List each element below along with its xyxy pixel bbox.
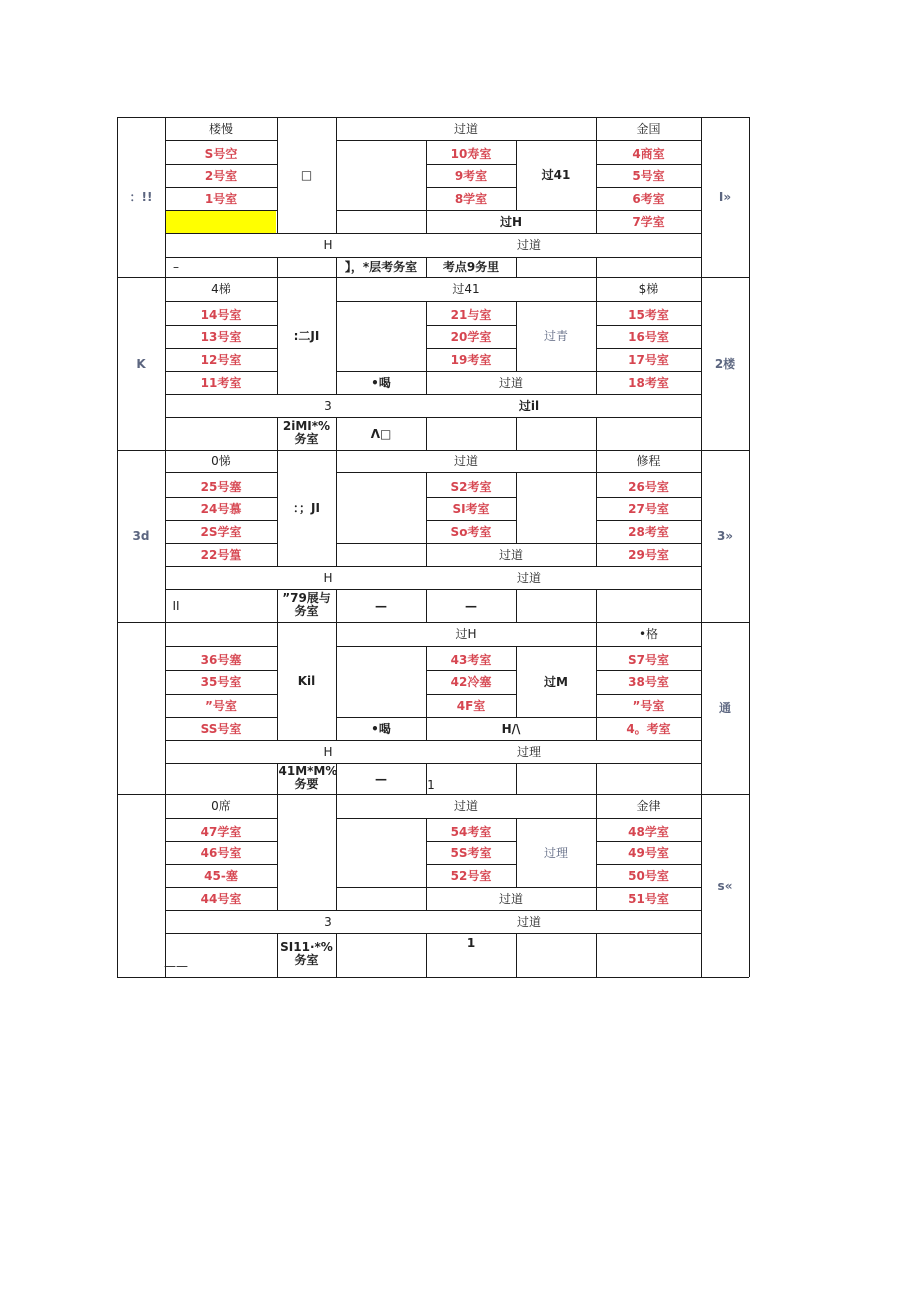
room-cell: S2考室 xyxy=(450,479,492,494)
floor-right-label: 3» xyxy=(716,529,734,543)
grid-line xyxy=(426,164,516,165)
room-cell: 13号室 xyxy=(200,329,242,344)
grid-line xyxy=(165,566,701,567)
room-cell: 28考室 xyxy=(628,524,669,539)
grid-line xyxy=(165,646,277,647)
grid-line xyxy=(117,117,749,118)
room-cell: 48学室 xyxy=(628,824,669,839)
grid-line xyxy=(277,257,278,277)
grid-line xyxy=(336,818,701,819)
room-cell: 22号篁 xyxy=(200,547,242,562)
grid-line xyxy=(165,394,701,395)
grid-line xyxy=(596,589,597,622)
grid-line xyxy=(165,589,701,590)
room-cell: S7号室 xyxy=(628,653,669,667)
grid-line xyxy=(701,277,702,450)
hall-left-label: 3 xyxy=(324,398,332,413)
bottom-cell: 1 xyxy=(427,777,435,792)
room-cell: 46号室 xyxy=(200,845,242,860)
grid-line xyxy=(165,864,277,865)
grid-line xyxy=(596,694,701,695)
center-corridor: 过青 xyxy=(543,329,568,343)
grid-line xyxy=(426,694,516,695)
header-right: •格 xyxy=(638,627,659,641)
grid-line xyxy=(165,520,277,521)
grid-line xyxy=(596,520,701,521)
small-mark: •喝 xyxy=(371,721,391,736)
room-cell: 44号室 xyxy=(200,891,242,906)
office-cell: SI11·*%务室 xyxy=(280,940,333,967)
grid-line xyxy=(165,670,277,671)
grid-line xyxy=(596,187,701,188)
floor-right-label: 2楼 xyxy=(714,356,736,371)
grid-line xyxy=(165,140,277,141)
room-cell: 43考室 xyxy=(450,653,492,667)
grid-line xyxy=(596,325,701,326)
grid-line xyxy=(165,371,277,372)
hall-right-label: 过il xyxy=(518,398,540,413)
grid-line xyxy=(516,417,517,450)
room-cell: 11考室 xyxy=(200,375,242,390)
room-cell: 24号慕 xyxy=(200,501,242,516)
hall-left-label: H xyxy=(323,744,333,759)
bottom-cell: – xyxy=(173,260,179,274)
grid-line xyxy=(336,450,337,566)
grid-line xyxy=(336,646,701,647)
room-cell: 20学室 xyxy=(450,329,492,344)
grid-line xyxy=(165,543,277,544)
grid-line xyxy=(596,277,597,394)
grid-line xyxy=(596,717,701,718)
header-right: 金律 xyxy=(636,799,661,813)
hall-right-label: 过道 xyxy=(516,238,541,252)
room-cell: 8学室 xyxy=(454,191,488,206)
grid-line xyxy=(516,933,517,977)
header-stair: 4梯 xyxy=(211,282,231,296)
room-cell: 1号室 xyxy=(204,191,238,206)
grid-line xyxy=(596,763,597,794)
stair-mark: Kil xyxy=(297,674,316,688)
grid-line xyxy=(117,622,749,623)
grid-line xyxy=(336,140,701,141)
header-corridor: 过道 xyxy=(453,121,478,136)
room-cell: 12号室 xyxy=(200,352,242,367)
grid-line xyxy=(165,277,166,450)
grid-line xyxy=(336,277,337,394)
grid-line xyxy=(336,887,596,888)
grid-line xyxy=(165,622,166,794)
lower-corridor: 过道 xyxy=(498,375,523,390)
room-cell: 19考室 xyxy=(450,352,492,367)
bottom-cell: 1 xyxy=(466,936,476,950)
grid-line xyxy=(426,325,516,326)
grid-line xyxy=(336,371,596,372)
center-corridor: 过M xyxy=(544,674,568,689)
floor-right-label: s« xyxy=(717,878,733,893)
grid-line xyxy=(165,497,277,498)
grid-line xyxy=(165,841,277,842)
bottom-cell: — xyxy=(375,598,387,613)
grid-line xyxy=(749,117,750,977)
grid-line xyxy=(596,210,701,211)
bottom-cell: — xyxy=(375,771,387,786)
lower-corridor: 过道 xyxy=(498,547,523,562)
hall-right-label: 过道 xyxy=(516,570,541,585)
room-cell: 29号室 xyxy=(628,547,669,562)
room-cell: So考室 xyxy=(450,524,492,539)
room-cell: 4F室 xyxy=(456,698,486,713)
grid-line xyxy=(596,164,701,165)
hall-left-label: H xyxy=(323,238,333,252)
grid-line xyxy=(596,117,597,233)
room-cell: 5号室 xyxy=(632,168,665,183)
header-right: 修程 xyxy=(636,454,661,468)
grid-line xyxy=(596,417,597,450)
bottom-cell: II xyxy=(172,598,180,613)
floor-left-label: ：!! xyxy=(129,190,153,204)
room-cell: 7学室 xyxy=(632,214,665,229)
room-cell: 17号室 xyxy=(628,352,669,367)
grid-line xyxy=(336,933,337,977)
grid-line xyxy=(596,933,597,977)
grid-line xyxy=(336,301,701,302)
room-cell: 51号室 xyxy=(628,891,669,906)
grid-line xyxy=(165,794,166,977)
room-cell: 45-塞 xyxy=(204,868,238,883)
stair-mark: □ xyxy=(300,168,313,182)
header-right: $梯 xyxy=(638,282,659,296)
room-cell: 42冷塞 xyxy=(450,675,492,689)
grid-line xyxy=(426,864,516,865)
grid-line xyxy=(596,348,701,349)
room-cell: SS号室 xyxy=(200,721,242,736)
room-cell: 14号室 xyxy=(200,308,242,322)
grid-line xyxy=(596,497,701,498)
grid-line xyxy=(336,717,596,718)
room-cell: 16号室 xyxy=(628,329,669,344)
room-cell: 10寿室 xyxy=(450,147,492,161)
grid-line xyxy=(596,622,597,740)
grid-line xyxy=(165,164,277,165)
hall-right-label: 过理 xyxy=(516,744,541,759)
grid-line xyxy=(516,257,517,277)
grid-line xyxy=(596,371,701,372)
grid-line xyxy=(701,794,702,977)
room-cell: 35号室 xyxy=(200,675,242,689)
grid-line xyxy=(165,117,166,277)
grid-line xyxy=(277,794,278,910)
grid-line xyxy=(596,543,701,544)
grid-line xyxy=(596,450,597,566)
grid-line xyxy=(165,763,701,764)
room-cell: 4商室 xyxy=(632,147,665,161)
grid-line xyxy=(516,763,517,794)
grid-line xyxy=(165,472,277,473)
room-cell: 21与室 xyxy=(450,308,492,322)
bottom-cell: 】，*层考务室 xyxy=(344,260,418,274)
grid-line xyxy=(117,977,749,978)
grid-line xyxy=(336,210,596,211)
header-corridor: 过41 xyxy=(452,282,480,296)
room-cell: 2S学室 xyxy=(200,524,242,539)
grid-line xyxy=(426,670,516,671)
small-mark: •喝 xyxy=(371,375,391,390)
bottom-cell: —— xyxy=(164,959,188,973)
room-cell: 27号室 xyxy=(628,501,669,516)
grid-line xyxy=(165,301,277,302)
grid-line xyxy=(165,417,701,418)
grid-line xyxy=(165,818,277,819)
grid-line xyxy=(165,717,277,718)
room-cell: SI考室 xyxy=(452,501,490,516)
grid-line xyxy=(596,670,701,671)
grid-line xyxy=(165,348,277,349)
grid-line xyxy=(426,348,516,349)
hall-left-label: H xyxy=(323,570,333,585)
room-cell: 36号塞 xyxy=(200,653,242,667)
header-stair: 0席 xyxy=(211,799,231,813)
header-corridor: 过H xyxy=(455,627,477,641)
floor-right-label: 通 xyxy=(718,701,731,715)
grid-line xyxy=(117,450,749,451)
room-cell: S号空 xyxy=(204,147,238,161)
floor-left-label: K xyxy=(136,356,146,371)
header-corridor: 过道 xyxy=(453,799,478,813)
grid-line xyxy=(117,117,118,977)
grid-line xyxy=(426,841,516,842)
grid-line xyxy=(426,417,427,450)
room-cell: 15考室 xyxy=(628,308,669,322)
room-cell: 52号室 xyxy=(450,868,492,883)
stair-mark: :二JI xyxy=(293,328,320,343)
grid-line xyxy=(165,210,277,211)
grid-line xyxy=(336,794,337,910)
grid-line xyxy=(336,472,701,473)
floor-left-label: 3d xyxy=(132,529,150,543)
grid-line xyxy=(165,694,277,695)
grid-line xyxy=(516,472,517,543)
lower-corridor: 过H xyxy=(499,214,523,229)
lower-corridor: 过道 xyxy=(498,891,523,906)
grid-line xyxy=(426,520,516,521)
floor-right-label: I» xyxy=(718,190,732,204)
room-cell: 38号室 xyxy=(628,675,669,689)
bottom-cell: — xyxy=(465,598,477,613)
room-cell: 5S考室 xyxy=(450,845,492,860)
room-cell: ”号室 xyxy=(632,698,665,713)
bottom-cell: 考点9务里 xyxy=(442,260,500,274)
office-cell: 41M*M%务要 xyxy=(278,763,338,791)
room-cell: 6考室 xyxy=(632,191,665,206)
hall-left-label: 3 xyxy=(324,914,332,929)
grid-line xyxy=(336,543,596,544)
grid-line xyxy=(596,887,701,888)
grid-line xyxy=(596,864,701,865)
grid-line xyxy=(336,622,337,740)
header-stair: 楼慢 xyxy=(208,121,233,136)
center-corridor: 过理 xyxy=(543,845,568,860)
grid-line xyxy=(701,622,702,794)
room-cell: 25号塞 xyxy=(200,479,242,494)
grid-line xyxy=(336,117,337,233)
room-cell: 54考室 xyxy=(450,824,492,839)
room-cell: 2号室 xyxy=(204,168,238,183)
grid-line xyxy=(701,117,702,277)
center-corridor: 过41 xyxy=(541,168,571,182)
room-cell: 26号室 xyxy=(628,479,669,494)
room-cell: 18考室 xyxy=(628,375,669,390)
hall-right-label: 过道 xyxy=(516,914,541,929)
header-corridor: 过道 xyxy=(453,454,478,468)
highlighted-cell xyxy=(165,210,276,233)
room-cell: 49号室 xyxy=(628,845,669,860)
grid-line xyxy=(165,887,277,888)
grid-line xyxy=(165,233,701,234)
office-cell: 2iMI*%务室 xyxy=(282,418,331,446)
lower-corridor: H/\ xyxy=(501,721,521,736)
bottom-cell: Λ□ xyxy=(370,426,392,441)
grid-line xyxy=(165,325,277,326)
grid-line xyxy=(165,187,277,188)
stair-mark: ：；JI xyxy=(293,501,320,515)
room-cell: 9考室 xyxy=(454,168,488,183)
grid-line xyxy=(117,794,749,795)
header-right: 金国 xyxy=(636,121,661,136)
room-cell: 47学室 xyxy=(200,824,242,839)
room-cell: 4。考室 xyxy=(626,721,671,736)
grid-line xyxy=(426,497,516,498)
grid-line xyxy=(426,187,516,188)
room-cell: 50号室 xyxy=(628,868,669,883)
grid-line xyxy=(701,450,702,622)
grid-line xyxy=(117,277,749,278)
header-stair: 0悌 xyxy=(211,454,231,468)
grid-line xyxy=(516,589,517,622)
grid-line xyxy=(596,257,597,277)
grid-line xyxy=(165,740,701,741)
room-cell: ”号室 xyxy=(205,698,237,713)
grid-line xyxy=(165,910,701,911)
grid-line xyxy=(596,841,701,842)
office-cell: ”79展与务室 xyxy=(282,590,331,618)
grid-line xyxy=(596,794,597,910)
